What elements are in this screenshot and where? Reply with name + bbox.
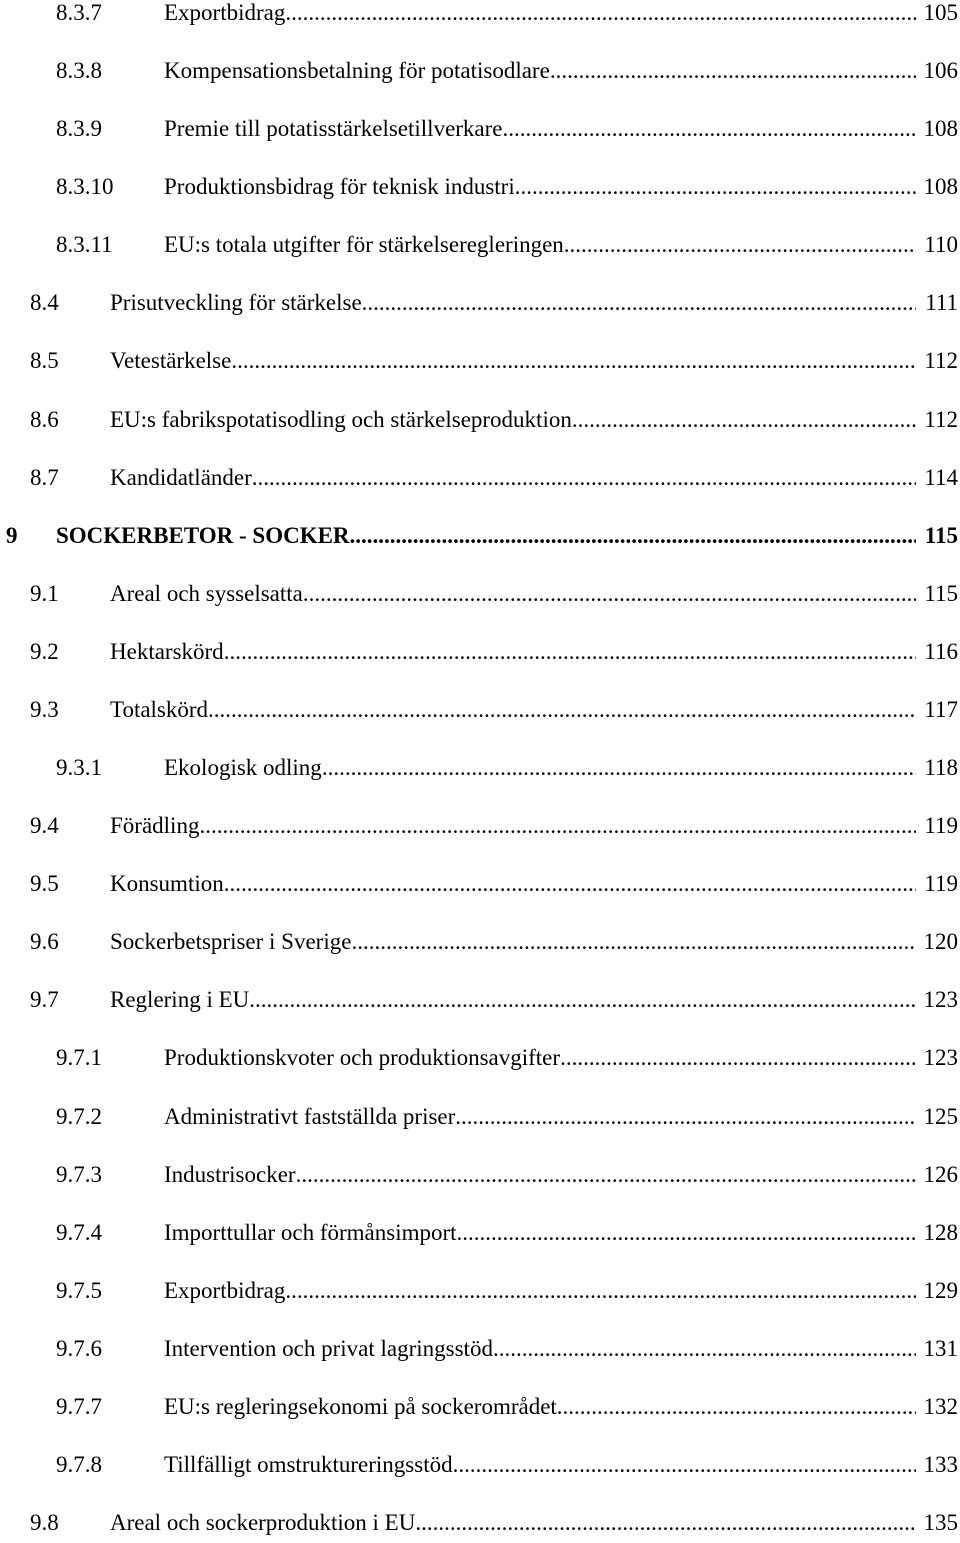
toc-entry-body: [110, 690, 960, 730]
toc-entry-title[interactable]: Kandidatländer: [110, 464, 252, 490]
toc-entry[interactable]: [0, 51, 960, 91]
dot-leader: [572, 400, 916, 440]
toc-entry[interactable]: [0, 1503, 960, 1543]
toc-entry-number: 9.7.3: [56, 1161, 102, 1187]
toc-entry-title[interactable]: Areal och sockerproduktion i EU: [110, 1510, 416, 1536]
toc-entry-number: 9.7.8: [56, 1452, 102, 1477]
toc-entry-page-number[interactable]: 111: [925, 290, 958, 316]
toc-entry-page-number[interactable]: 123: [923, 1045, 958, 1071]
toc-entry-title[interactable]: Intervention och privat lagringsstöd: [164, 1335, 493, 1361]
toc-entry-number: 9.1: [30, 580, 59, 606]
toc-entry-title[interactable]: Sockerbetspriser i Sverige: [110, 929, 352, 955]
toc-entry-body: [164, 1155, 960, 1195]
toc-entry-number: 8.3.9: [56, 116, 102, 142]
toc-entry-body: [110, 922, 960, 962]
toc-entry-body: [164, 0, 960, 33]
toc-entry-body: [56, 516, 960, 556]
toc-entry-number: 8.7: [30, 464, 59, 490]
toc-entry-page-number[interactable]: 132: [923, 1393, 958, 1419]
toc-entry[interactable]: [0, 1387, 960, 1427]
toc-entry-page-number[interactable]: 126: [923, 1161, 958, 1187]
toc-entry[interactable]: [0, 109, 960, 149]
toc-entry-number: 9.3.1: [56, 755, 102, 781]
toc-entry-page-number[interactable]: 128: [923, 1219, 958, 1245]
toc-entry-title[interactable]: Konsumtion: [110, 871, 224, 897]
toc-entry-title[interactable]: EU:s regleringsekonomi på sockerområdet: [164, 1393, 557, 1419]
toc-entry-title[interactable]: Hektarskörd: [110, 638, 224, 664]
toc-entry-page-number[interactable]: 125: [923, 1103, 958, 1129]
toc-entry-number: 9.7: [30, 987, 59, 1013]
toc-entry-page-number[interactable]: 133: [923, 1452, 958, 1477]
toc-entry[interactable]: [0, 458, 960, 498]
toc-entry-body: [110, 980, 960, 1020]
toc-entry[interactable]: [0, 980, 960, 1020]
toc-entry-title[interactable]: Förädling: [110, 813, 200, 839]
toc-entry-title[interactable]: Kompensationsbetalning för potatisodlare: [164, 58, 550, 84]
toc-entry[interactable]: [0, 806, 960, 846]
toc-entry-title[interactable]: Ekologisk odling: [164, 755, 322, 781]
toc-entry-number: 9.7.7: [56, 1393, 102, 1419]
dot-leader: [208, 690, 916, 730]
toc-entry-number: 8.3.8: [56, 58, 102, 84]
toc-entry-body: [164, 167, 960, 207]
toc-entry[interactable]: [0, 574, 960, 614]
toc-entry-number: 9.5: [30, 871, 59, 897]
toc-entry[interactable]: [0, 167, 960, 207]
dot-leader: [199, 806, 916, 846]
dot-leader: [252, 458, 916, 498]
toc-entry[interactable]: [0, 516, 960, 556]
toc-entry[interactable]: [0, 1155, 960, 1195]
dot-leader: [285, 0, 916, 33]
toc-entry[interactable]: [0, 341, 960, 381]
dot-leader: [560, 1038, 916, 1078]
toc-entry-page-number[interactable]: 118: [924, 755, 958, 781]
dot-leader: [493, 1329, 916, 1369]
toc-entry-body: [110, 458, 960, 498]
toc-entry-page-number[interactable]: 120: [923, 929, 958, 955]
toc-entry-number: 9.7.4: [56, 1219, 102, 1245]
toc-entry-body: [164, 1445, 960, 1485]
toc-entry-page-number[interactable]: 108: [923, 116, 958, 142]
dot-leader: [350, 516, 916, 556]
dot-leader: [231, 341, 916, 381]
toc-entry-title[interactable]: Exportbidrag: [164, 0, 286, 25]
dot-leader: [362, 283, 916, 323]
toc-entry-body: [110, 864, 960, 904]
toc-entry-page-number[interactable]: 105: [923, 0, 958, 25]
toc-entry-title[interactable]: SOCKERBETOR - SOCKER: [56, 522, 350, 548]
dot-leader: [351, 922, 916, 962]
toc-entry-title[interactable]: Produktionsbidrag för teknisk industri: [164, 174, 515, 200]
toc-entry-page-number[interactable]: 123: [923, 987, 958, 1013]
toc-entry-body: [164, 748, 960, 788]
toc-entry-number: 9.2: [30, 638, 59, 664]
dot-leader: [457, 1213, 916, 1253]
toc-entry-title[interactable]: Reglering i EU: [110, 987, 250, 1013]
toc-entry[interactable]: [0, 1445, 960, 1485]
toc-entry-body: [110, 1503, 960, 1543]
toc-entry-page-number[interactable]: 135: [923, 1510, 958, 1536]
toc-entry-number: 8.3.7: [56, 0, 102, 25]
toc-entry-title[interactable]: Exportbidrag: [164, 1277, 286, 1303]
toc-entry[interactable]: [0, 1097, 960, 1137]
toc-entry-body: [164, 1387, 960, 1427]
toc-entry-number: 8.6: [30, 406, 59, 432]
toc-entry-number: 9.7.2: [56, 1103, 102, 1129]
toc-entry-body: [164, 1271, 960, 1311]
dot-leader: [503, 109, 916, 149]
dot-leader: [296, 1155, 916, 1195]
toc-entry-body: [110, 283, 960, 323]
toc-entry-title[interactable]: Produktionskvoter och produktionsavgifter: [164, 1045, 561, 1071]
toc-entry-body: [110, 341, 960, 381]
toc-entry[interactable]: [0, 225, 960, 265]
toc-entry-title[interactable]: Totalskörd: [110, 696, 209, 722]
toc-entry-number: 9.8: [30, 1510, 59, 1536]
toc-entry-page-number[interactable]: 115: [924, 580, 958, 606]
toc-entry-title[interactable]: Importtullar och förmånsimport: [164, 1219, 457, 1245]
toc-entry[interactable]: [0, 632, 960, 672]
dot-leader: [285, 1271, 916, 1311]
toc-entry[interactable]: [0, 1213, 960, 1253]
toc-entry-body: [110, 400, 960, 440]
dot-leader: [303, 574, 916, 614]
toc-entry-body: [164, 1329, 960, 1369]
toc-entry-page-number[interactable]: 114: [924, 464, 958, 490]
dot-leader: [564, 225, 916, 265]
toc-entry-page-number[interactable]: 119: [924, 813, 958, 839]
dot-leader: [224, 632, 916, 672]
toc-entry-number: 8.5: [30, 348, 59, 374]
dot-leader: [515, 167, 916, 207]
toc-entry[interactable]: [0, 922, 960, 962]
toc-entry-title[interactable]: Areal och sysselsatta: [110, 580, 303, 606]
toc-entry[interactable]: [0, 690, 960, 730]
dot-leader: [550, 51, 916, 91]
toc-entry[interactable]: [0, 0, 960, 33]
toc-entry[interactable]: [0, 1329, 960, 1369]
toc-entry-page-number[interactable]: 106: [923, 58, 958, 84]
toc-entry[interactable]: [0, 283, 960, 323]
toc-entry-page-number[interactable]: 112: [924, 406, 958, 432]
toc-entry-body: [164, 1213, 960, 1253]
toc-entry-body: [110, 632, 960, 672]
toc-entry-number: 9.3: [30, 696, 59, 722]
dot-leader: [415, 1503, 916, 1543]
toc-entry-page-number[interactable]: 119: [924, 871, 958, 897]
toc-entry-body: [164, 1038, 960, 1078]
toc-entry-number: 9.6: [30, 929, 59, 955]
toc-entry-number: 9: [6, 522, 18, 548]
toc-entry[interactable]: [0, 1271, 960, 1311]
dot-leader: [249, 980, 916, 1020]
toc-entry-body: [164, 51, 960, 91]
toc-entry-title[interactable]: Tillfälligt omstruktureringsstöd: [164, 1452, 453, 1477]
toc-entry-page-number[interactable]: 131: [923, 1335, 958, 1361]
toc-entry-number: 9.4: [30, 813, 59, 839]
toc-entry-number: 8.3.10: [56, 174, 114, 200]
toc-entry-page-number[interactable]: 112: [924, 348, 958, 374]
toc-entry-page-number[interactable]: 110: [924, 232, 958, 258]
toc-entry-number: 8.4: [30, 290, 59, 316]
toc-entry-title[interactable]: Prisutveckling för stärkelse: [110, 290, 362, 316]
toc-entry-number: 9.7.1: [56, 1045, 102, 1071]
toc-entry-title[interactable]: Premie till potatisstärkelsetillverkare: [164, 116, 503, 142]
dot-leader: [455, 1097, 916, 1137]
toc-entry-number: 8.3.11: [56, 232, 113, 258]
toc-entry-body: [110, 806, 960, 846]
toc-entry[interactable]: [0, 1038, 960, 1078]
toc-entry-title[interactable]: EU:s fabrikspotatisodling och stärkelseproduktion: [110, 406, 572, 432]
toc-entry-number: 9.7.5: [56, 1277, 102, 1303]
dot-leader: [557, 1387, 916, 1427]
toc-entry-number: 9.7.6: [56, 1335, 102, 1361]
dot-leader: [453, 1445, 916, 1485]
toc-entry[interactable]: [0, 748, 960, 788]
toc-entry-page-number[interactable]: 115: [924, 522, 958, 548]
toc-entry-page-number[interactable]: 108: [923, 174, 958, 200]
dot-leader: [224, 864, 916, 904]
toc-entry-body: [164, 109, 960, 149]
toc-entry-body: [164, 1097, 960, 1137]
toc-entry-page-number[interactable]: 117: [924, 696, 958, 722]
toc-entry-body: [164, 225, 960, 265]
toc-entry-title[interactable]: Vetestärkelse: [110, 348, 232, 374]
toc-entry-body: [110, 574, 960, 614]
toc-entry-page-number[interactable]: 116: [924, 638, 958, 664]
toc-entry-title[interactable]: Administrativt fastställda priser: [164, 1103, 456, 1129]
toc-entry-page-number[interactable]: 129: [923, 1277, 958, 1303]
toc-entry[interactable]: [0, 400, 960, 440]
toc-entry-title[interactable]: Industrisocker: [164, 1161, 296, 1187]
dot-leader: [322, 748, 916, 788]
toc-entry-title[interactable]: EU:s totala utgifter för stärkelseregleringen: [164, 232, 564, 258]
toc-entry[interactable]: [0, 864, 960, 904]
